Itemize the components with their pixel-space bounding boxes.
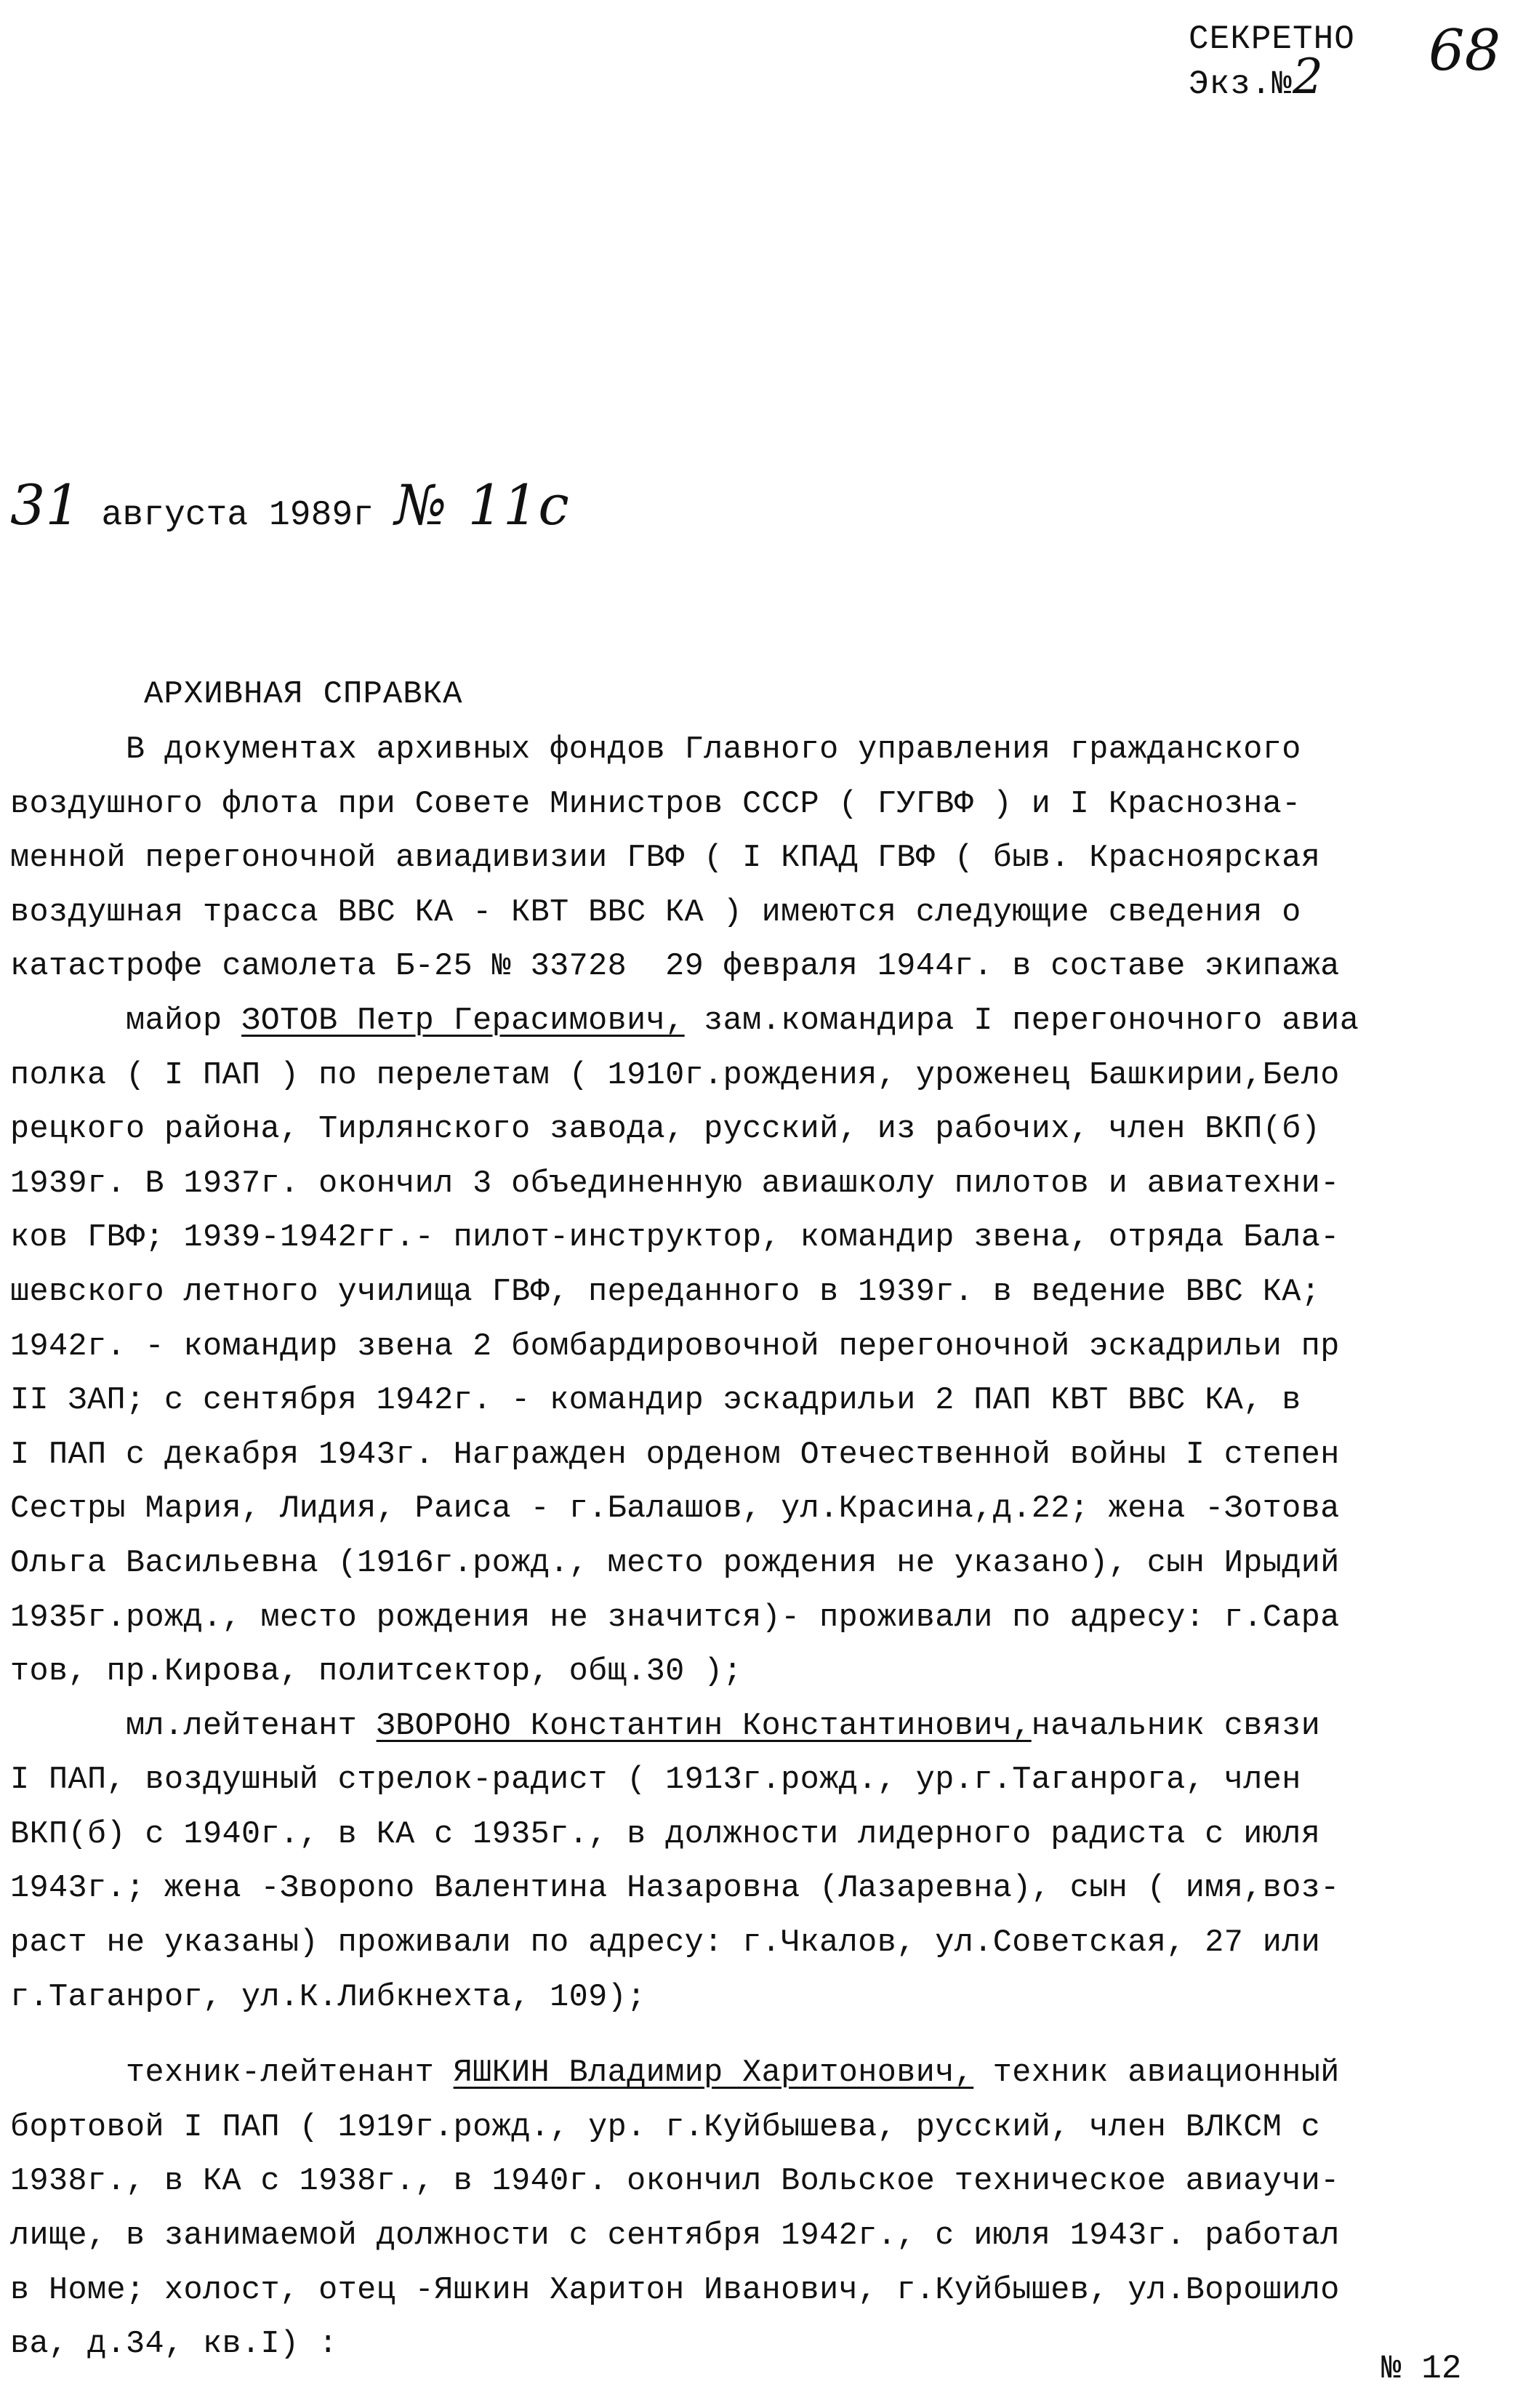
crew-name: ЯШКИН Владимир Харитонович, (453, 2055, 974, 2092)
text-line: полка ( I ПАП ) по перелетам ( 1910г.рождения, уроженец Башкирии,Бело (10, 1057, 1340, 1093)
text-line: в Номе; холост, отец -Яшкин Харитон Иванович, г.Куйбышев, ул.Ворошило (10, 2272, 1340, 2308)
text-line: рецкого района, Тирлянского завода, русский, из рабочих, член ВКП(б) (10, 1112, 1321, 1148)
rank: майор (10, 1003, 242, 1039)
text-line: ВКП(б) с 1940г., в КА с 1935г., в должности лидерного радиста с июля (10, 1816, 1321, 1853)
text-fragment: зам.командира I перегоночного авиа (684, 1003, 1359, 1039)
text-line: Ольга Васильевна (1916г.рожд., место рождения не указано), сын Ирыдий (10, 1545, 1340, 1581)
copy-number: 2 (1293, 49, 1325, 105)
secrecy-stamp (1189, 20, 1355, 103)
text-line: тов, пр.Кирова, политсектор, общ.30 ); (10, 1654, 743, 1690)
document-date (10, 473, 569, 545)
text-line: 1935г.рожд., место рождения не значится)- проживали по адресу: г.Сара (10, 1600, 1340, 1636)
date-text: августа 1989г (101, 496, 374, 535)
text-line: бортовой I ПАП ( 1919г.рожд., ур. г.Куйбышева, русский, член ВЛКСМ с (10, 2109, 1321, 2146)
text-line: ков ГВФ; 1939-1942гг.- пилот-инструктор, командир звена, отряда Бала- (10, 1220, 1340, 1256)
text-line: 1943г.; жена -Зворono Валентина Назаровна (Лазаревна), сын ( имя,воз- (10, 1871, 1340, 1907)
crew-member-yashkin (10, 2047, 1537, 2101)
crew-name: ЗОТОВ Петр Герасимович, (241, 1003, 685, 1039)
text-line: ва, д.34, кв.I) : (10, 2327, 338, 2363)
text-line: 1938г., в КА с 1938г., в 1940г. окончил Вольское техническое авиаучи- (10, 2164, 1340, 2200)
copy-number-line (1189, 49, 1355, 105)
date-day: 31 (10, 473, 81, 537)
text-line: раст не указаны) проживали по адресу: г.Чкалов, ул.Советская, 27 или (10, 1925, 1321, 1962)
text-line: лище, в занимаемой должности с сентября 1942г., с июля 1943г. работал (10, 2218, 1340, 2255)
document-number: 11с (467, 473, 569, 537)
text-line: воздушная трасса ВВС КА - КВТ ВВС КА ) имеются следующие сведения о (10, 894, 1301, 931)
text-line: I ПАП, воздушный стрелок-радист ( 1913г.рожд., ур.г.Таганрога, член (10, 1762, 1301, 1799)
text-fragment: начальник связи (1031, 1708, 1321, 1744)
rank: мл.лейтенант (10, 1708, 377, 1744)
text-line: г.Таганрог, ул.К.Либкнехта, 109); (10, 1979, 646, 2015)
text-line: I ПАП с декабря 1943г. Награжден орденом Отечественной войны I степен (10, 1437, 1340, 1473)
text-line: 1942г. - командир звена 2 бомбардировочной перегоночной эскадрильи пр (10, 1328, 1340, 1365)
text-fragment: техник авиационный (973, 2055, 1340, 2092)
text-line: Сестры Мария, Лидия, Раиса - г.Балашов, ул.Красина,д.22; жена -Зотова (10, 1491, 1340, 1528)
crew-name: ЗВОРОНО Константин Константинович, (376, 1708, 1032, 1744)
crew-member-zotov (10, 995, 1537, 1049)
text-line: воздушного флота при Совете Министров СССР ( ГУГВФ ) и I Краснозна- (10, 786, 1301, 822)
copy-label: Экз.№ (1189, 65, 1293, 103)
text-line: шевского летного училища ГВФ, переданного в 1939г. в ведение ВВС КА; (10, 1274, 1321, 1310)
text-line: катастрофе самолета Б-25 № 33728 29 февраля 1944г. в составе экипажа (10, 949, 1340, 985)
text-line: менной перегоночной авиадивизии ГВФ ( I КПАД ГВФ ( быв. Красноярская (10, 840, 1321, 877)
document-number-prefix: № (394, 473, 447, 537)
crew-member-zvorono (10, 1700, 1537, 1754)
text-line: 1939г. В 1937г. окончил 3 объединенную авиашколу пилотов и авиатехни- (10, 1165, 1340, 1202)
handwritten-sheet-number: 68 (1429, 18, 1501, 84)
document-title: АРХИВНАЯ СПРАВКА (144, 676, 463, 713)
text-line: II ЗАП; с сентября 1942г. - командир эскадрильи 2 ПАП КВТ ВВС КА, в (10, 1383, 1301, 1419)
document-body (10, 723, 1537, 2372)
sheet-number: № 12 (1381, 2350, 1462, 2388)
rank: техник-лейтенант (10, 2055, 454, 2092)
text-line: В документах архивных фондов Главного управления гражданского (10, 732, 1301, 768)
classification-label: СЕКРЕТНО (1189, 20, 1355, 58)
